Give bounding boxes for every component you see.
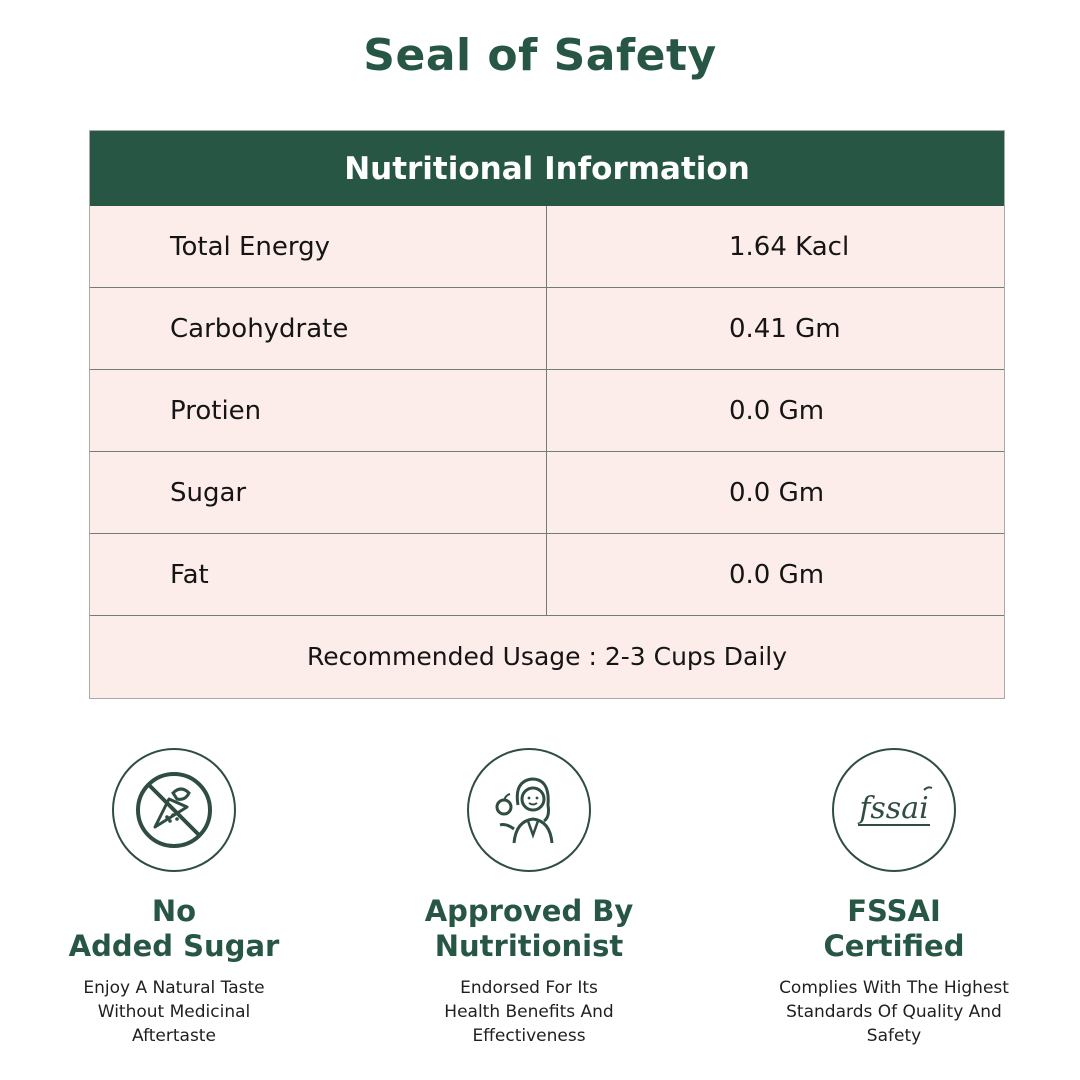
nutrient-value: 0.0 Gm [729,477,825,508]
feature-description: Enjoy A Natural Taste Without Medicinal Aftertaste [83,978,265,1046]
page-title: Seal of Safety [363,30,717,81]
feature-title: Approved By Nutritionist [424,894,634,963]
feature-title: FSSAI Certified [823,894,965,963]
nutrient-value: 0.41 Gm [729,313,841,344]
no-sugar-icon [112,748,236,872]
nutrient-value: 1.64 Kacl [729,231,850,262]
nutrient-label: Fat [90,534,547,615]
table-row [90,534,1004,616]
nutrient-label: Carbohydrate [90,288,547,369]
feature-description: Complies With The Highest Standards Of Quality And Safety [779,978,1009,1046]
table-row [90,288,1004,370]
nutrient-value: 0.0 Gm [729,395,825,426]
nutritionist-icon [467,748,591,872]
fssai-logo-text: fssai [859,791,929,826]
feature-no-added-sugar [0,748,354,1048]
table-header: Nutritional Information [90,131,1004,206]
feature-approved-by-nutritionist [349,748,709,1048]
feature-description: Endorsed For Its Health Benefits And Effectiveness [444,978,614,1046]
table-row [90,206,1004,288]
nutrient-label: Sugar [90,452,547,533]
nutrient-label: Total Energy [90,206,547,287]
nutrition-table [89,130,1005,699]
feature-title: No Added Sugar [68,894,280,963]
nutrient-label: Protien [90,370,547,451]
fssai-logo-icon [832,748,956,872]
nutrient-value: 0.0 Gm [729,559,825,590]
table-row [90,370,1004,452]
recommended-usage: Recommended Usage : 2-3 Cups Daily [306,642,788,671]
table-row [90,452,1004,534]
feature-fssai-certified [714,748,1074,1048]
